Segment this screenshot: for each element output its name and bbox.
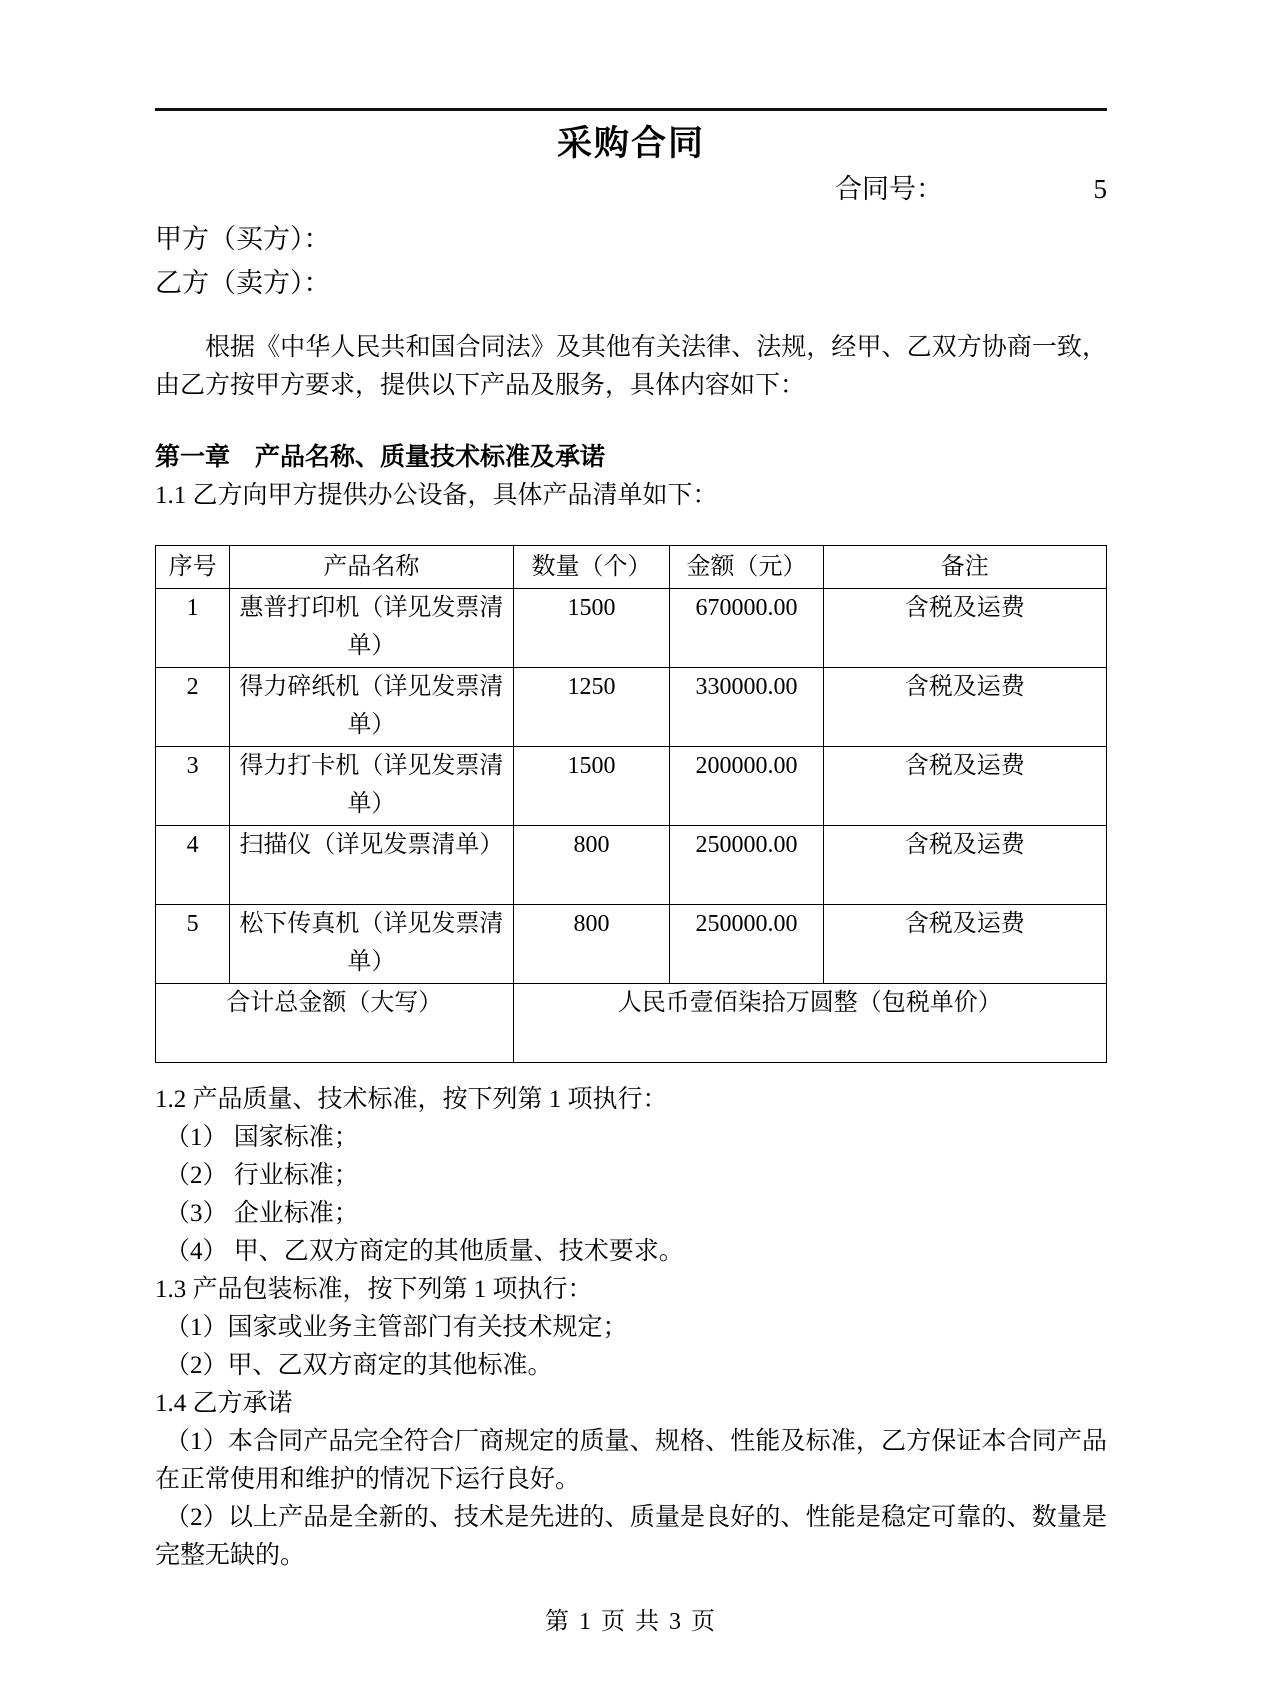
col-header-note: 备注: [823, 546, 1106, 589]
product-amount: 250000.00: [670, 826, 823, 905]
product-note: 含税及运费: [823, 905, 1106, 984]
page-content: [155, 0, 1107, 1641]
section-1-1: 1.1 乙方向甲方提供办公设备，具体产品清单如下：: [155, 482, 718, 509]
table-header-row: [156, 546, 1107, 589]
table-total-row: [156, 984, 1107, 1063]
total-label: 合计总金额（大写）: [156, 984, 514, 1063]
section-1-2: 1.2 产品质量、技术标准，按下列第 1 项执行：: [155, 1086, 668, 1113]
page-title: 采购合同: [556, 124, 705, 163]
list-item: （3） 企业标准；: [165, 1200, 359, 1227]
section-1-4: 1.4 乙方承诺: [155, 1390, 293, 1417]
contract-number-row: [155, 171, 1107, 207]
product-quantity: 1500: [513, 747, 670, 826]
product-name: 得力碎纸机（详见发票清单）: [230, 668, 513, 747]
list-item: （1） 国家标准；: [165, 1124, 359, 1151]
row-index: 3: [156, 747, 230, 826]
row-index: 4: [156, 826, 230, 905]
list-item: （2） 行业标准；: [165, 1162, 359, 1189]
chapter-1-heading: 第一章 产品名称、质量技术标准及承诺: [155, 444, 606, 471]
product-note: 含税及运费: [823, 826, 1106, 905]
row-index: 5: [156, 905, 230, 984]
product-note: 含税及运费: [823, 668, 1106, 747]
intro-paragraph: 根据《中华人民共和国合同法》及其他有关法律、法规，经甲、乙双方协商一致，由乙方按甲方要求，提供以下产品及服务，具体内容如下：: [155, 334, 1107, 399]
contract-number-inner: [835, 171, 1107, 207]
total-value: 人民币壹佰柒拾万圆整（包税单价）: [513, 984, 1106, 1063]
section-1-3: 1.3 产品包装标准，按下列第 1 项执行：: [155, 1276, 593, 1303]
row-index: 1: [156, 589, 230, 668]
product-quantity: 1250: [513, 668, 670, 747]
product-amount: 200000.00: [670, 747, 823, 826]
product-note: 含税及运费: [823, 747, 1106, 826]
col-header-amount: 金额（元）: [670, 546, 823, 589]
product-amount: 250000.00: [670, 905, 823, 984]
list-item: （1）国家或业务主管部门有关技术规定；: [165, 1314, 628, 1341]
product-note: 含税及运费: [823, 589, 1106, 668]
col-header-index: 序号: [156, 546, 230, 589]
product-amount: 670000.00: [670, 589, 823, 668]
table-row: [156, 905, 1107, 984]
product-name: 扫描仪（详见发票清单）: [230, 826, 513, 905]
contract-no-label: 合同号：: [835, 174, 943, 204]
header-rule: [155, 108, 1107, 111]
products-table: [155, 545, 1107, 1063]
col-header-quantity: 数量（个）: [513, 546, 670, 589]
product-quantity: 800: [513, 826, 670, 905]
col-header-product-name: 产品名称: [230, 546, 513, 589]
product-name: 得力打卡机（详见发票清单）: [230, 747, 513, 826]
table-row: [156, 668, 1107, 747]
product-amount: 330000.00: [670, 668, 823, 747]
product-quantity: 1500: [513, 589, 670, 668]
table-row: [156, 826, 1107, 905]
row-index: 2: [156, 668, 230, 747]
list-item: （1）本合同产品完全符合厂商规定的质量、规格、性能及标准，乙方保证本合同产品在正常使用和维护的情况下运行良好。: [155, 1428, 1107, 1493]
product-quantity: 800: [513, 905, 670, 984]
page-number-footer: 第 1 页 共 3 页: [545, 1609, 717, 1635]
list-item: （2）甲、乙双方商定的其他标准。: [165, 1352, 553, 1379]
product-name: 惠普打印机（详见发票清单）: [230, 589, 513, 668]
table-row: [156, 589, 1107, 668]
list-item: （2）以上产品是全新的、技术是先进的、质量是良好的、性能是稳定可靠的、数量是完整无缺的。: [155, 1504, 1107, 1569]
contract-no-value: 5: [1093, 174, 1107, 204]
table-row: [156, 747, 1107, 826]
product-name: 松下传真机（详见发票清单）: [230, 905, 513, 984]
party-a-line: 甲方（买方）：: [155, 224, 331, 254]
list-item: （4） 甲、乙双方商定的其他质量、技术要求。: [165, 1238, 684, 1265]
party-b-line: 乙方（卖方）：: [155, 268, 331, 298]
